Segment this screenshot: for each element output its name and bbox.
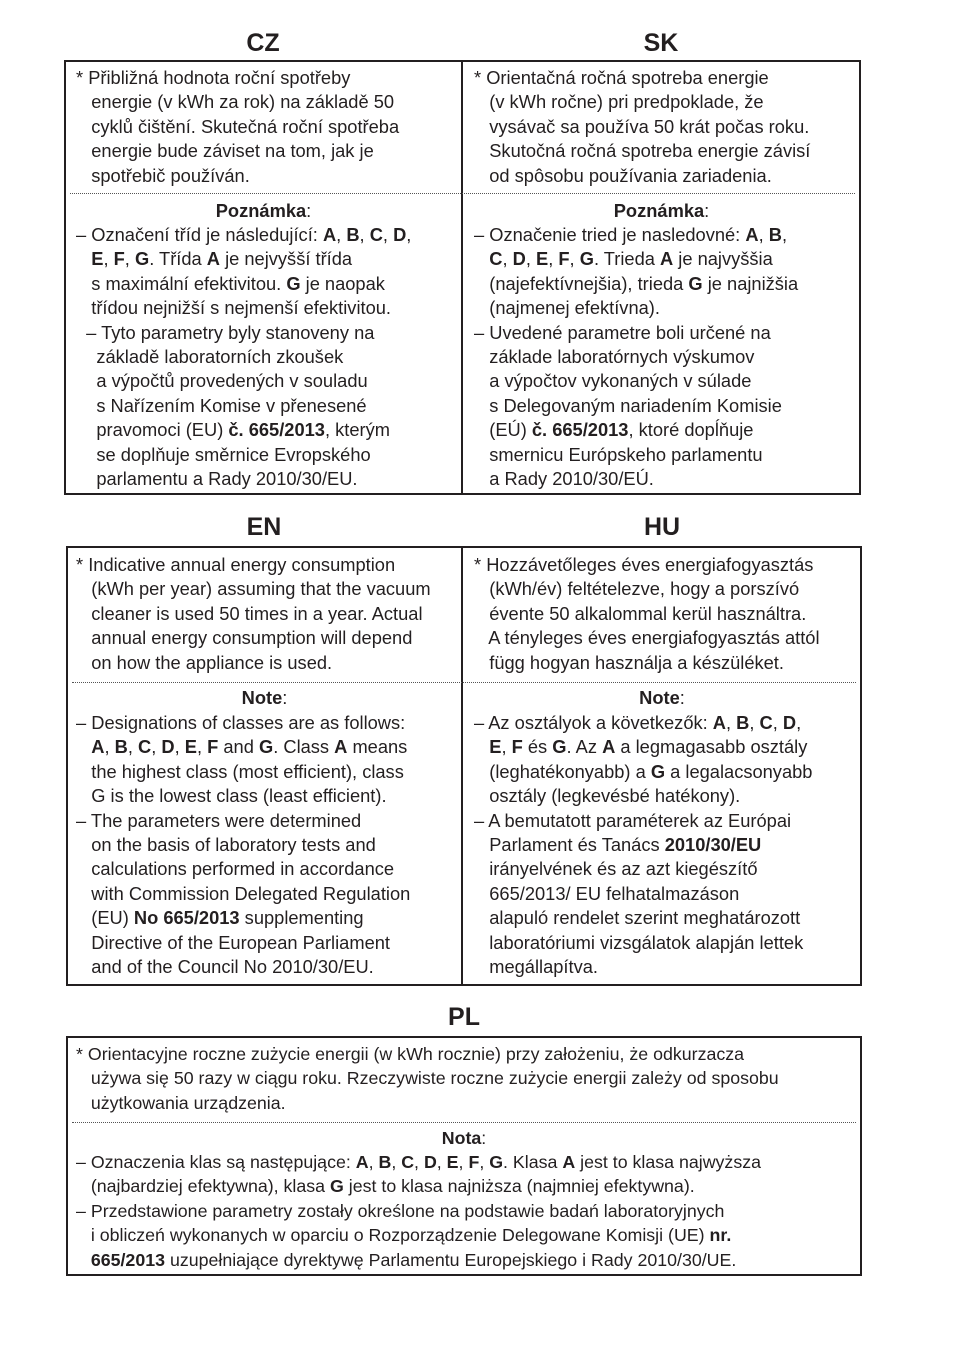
cz-note-body: – Označení tříd je následující: A, B, C, D, E, F, G. Třída A je nejvyšší třída s maximální efektivitou. G je naopak třídou nejnižší s nejmenší efektivitou. – Tyto parametry byly stanoveny na základě laboratorních zkoušek a výpočtů provedených v souladu s Nařízením Komise v přenesené pravomoci (EU) č. 665/2013, kterým se doplňuje směrnice Evropského parlamentu a Rady 2010/30/EU. <box>76 224 412 490</box>
cz-note-title: Poznámka: <box>215 200 312 221</box>
hu-note-title: Note: <box>639 687 685 708</box>
en-hu-box <box>66 546 862 986</box>
pl-box <box>66 1036 862 1276</box>
cz-heading: CZ <box>246 29 280 57</box>
hu-heading: HU <box>643 513 681 541</box>
en-footnote: * Indicative annual energy consumption (kWh per year) assuming that the vacuum cleaner is used 50 times in a year. Actual annual energy consumption will depend on how the appliance is used. <box>76 554 431 673</box>
section-divider <box>72 1122 856 1123</box>
en-note-title: Note: <box>241 687 288 708</box>
sk-note-title: Poznámka: <box>613 200 710 221</box>
en-note-body: – Designations of classes are as follows: A, B, C, D, E, F and G. Class A means the highest class (most efficient), class G is the lowest class (least efficient). – The parameters were determined on the basis of laboratory tests and calculations performed in accordance with Commission Delegated Regulation (EU) No 665/2013 supplementing Directive of the European Parliament and of the Council No 2010/30/EU. <box>76 712 411 978</box>
cz-footnote: * Přibližná hodnota roční spotřeby energie (v kWh za rok) na základě 50 cyklů čištění. Skutečná roční spotřeba energie bude záviset na tom, jak je spotřebič používán. <box>76 67 400 186</box>
column-divider <box>461 548 463 984</box>
pl-heading: PL <box>448 1003 480 1031</box>
sk-note-body: – Označenie tried je nasledovné: A, B, C, D, E, F, G. Trieda A je najvyššia (najefektívnejšia), trieda G je najnižšia (najmenej efektívna). – Uvedené parametre boli určené na základe laboratórnych výskumov a výpočtov vykonaných v súlade s Delegovaným nariadením Komisie (EÚ) č. 665/2013, ktoré dopĺňuje smernicu Európskeho parlamentu a Rady 2010/30/EÚ. <box>474 224 799 490</box>
column-divider <box>461 62 463 493</box>
hu-note-body: – Az osztályok a következők: A, B, C, D, E, F és G. Az A a legmagasabb osztály (leghatékonyabb) a G a legalacsonyabb osztály (legkevésbé hatékony). – A bemutatott paraméterek az Európai Parlament és Tanács 2010/30/EU irányelvének és az azt kiegészítő 665/2013/ EU felhatalmazáson alapuló rendelet szerint meghatározott laboratóriumi vizsgálatok alapján lettek megállapítva. <box>474 712 813 978</box>
section-divider <box>72 682 856 683</box>
en-heading: EN <box>246 513 282 541</box>
section-divider <box>70 193 855 194</box>
sk-footnote: * Orientačná ročná spotreba energie (v kWh ročne) pri predpoklade, že vysávač sa používa 50 krát počas roku. Skutočná ročná spotreba energie závisí od spôsobu používania zariadenia. <box>474 67 811 186</box>
pl-footnote: * Orientacyjne roczne zużycie energii (w kWh rocznie) przy założeniu, że odkurzacza używa się 50 razy w ciągu roku. Rzeczywiste roczne zużycie energii zależy od sposobu użytkowania urządzenia. <box>76 1044 779 1113</box>
hu-footnote: * Hozzávetőleges éves energiafogyasztás (kWh/év) feltételezve, hogy a porszívó évente 50 alkalommal kerül használtra. A tényleges éves energiafogyasztás attól függ hogyan használja a készüléket. <box>474 554 820 673</box>
cz-sk-box <box>64 60 861 495</box>
pl-note-title: Nota: <box>441 1128 487 1148</box>
pl-note-body: – Oznaczenia klas są następujące: A, B, C, D, E, F, G. Klasa A jest to klasa najwyższa (najbardziej efektywna), klasa G jest to klasa najniższa (najmniej efektywna). – Przedstawione parametry zostały określone na podstawie badań laboratoryjnych i obliczeń wykonanych w oparciu o Rozporządzenie Delegowane Komisji (UE) nr. 665/2013 uzupełniające dyrektywę Parlamentu Europejskiego i Rady 2010/30/UE. <box>76 1152 761 1270</box>
sk-heading: SK <box>643 29 679 57</box>
